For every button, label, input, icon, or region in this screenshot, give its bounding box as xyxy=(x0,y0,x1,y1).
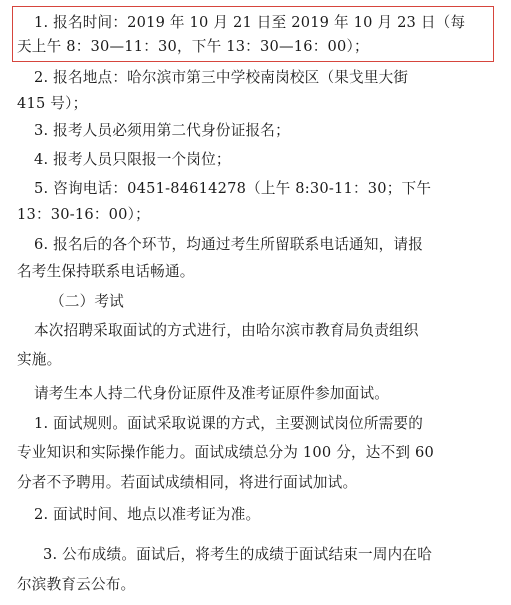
registration-time-line-1: 1. 报名时间：2019 年 10 月 21 日至 2019 年 10 月 23 日（每 xyxy=(34,14,466,31)
consultation-phone-line-1: 5. 咨询电话：0451-84614278（上午 8:30-11：30；下午 xyxy=(34,180,432,197)
interview-rules-line-1: 1. 面试规则。面试采取说课的方式，主要测试岗位所需要的 xyxy=(34,415,424,432)
exam-section-heading: （二）考试 xyxy=(50,293,124,310)
interview-rules-line-2: 专业知识和实际操作能力。面试成绩总分为 100 分，达不到 60 xyxy=(17,444,434,461)
results-publication-line-2: 尔滨教育云公布。 xyxy=(17,576,136,593)
interview-documents-line: 请考生本人持二代身份证原件及准考证原件参加面试。 xyxy=(34,385,390,402)
interview-rules-line-3: 分者不予聘用。若面试成绩相同，将进行面试加试。 xyxy=(17,474,358,491)
registration-location-line-1: 2. 报名地点：哈尔滨市第三中学校南岗校区（果戈里大街 xyxy=(34,69,409,86)
consultation-phone-line-2: 13：30-16：00）； xyxy=(17,206,150,223)
single-position-line: 4. 报考人员只限报一个岗位； xyxy=(34,151,231,168)
interview-time-location-line: 2. 面试时间、地点以准考证为准。 xyxy=(34,506,261,523)
exam-method-line-2: 实施。 xyxy=(17,351,62,368)
exam-method-line-1: 本次招聘采取面试的方式进行，由哈尔滨市教育局负责组织 xyxy=(34,322,419,339)
registration-location-line-2: 415 号）； xyxy=(17,95,88,112)
id-card-requirement-line: 3. 报考人员必须用第二代身份证报名； xyxy=(34,122,290,139)
notification-line-2: 名考生保持联系电话畅通。 xyxy=(17,263,195,280)
registration-time-line-2: 天上午 8：30—11：30，下午 13：30—16：00）； xyxy=(17,38,369,55)
notification-line-1: 6. 报名后的各个环节，均通过考生所留联系电话通知，请报 xyxy=(34,236,424,253)
results-publication-line-1: 3. 公布成绩。面试后，将考生的成绩于面试结束一周内在哈 xyxy=(43,546,433,563)
